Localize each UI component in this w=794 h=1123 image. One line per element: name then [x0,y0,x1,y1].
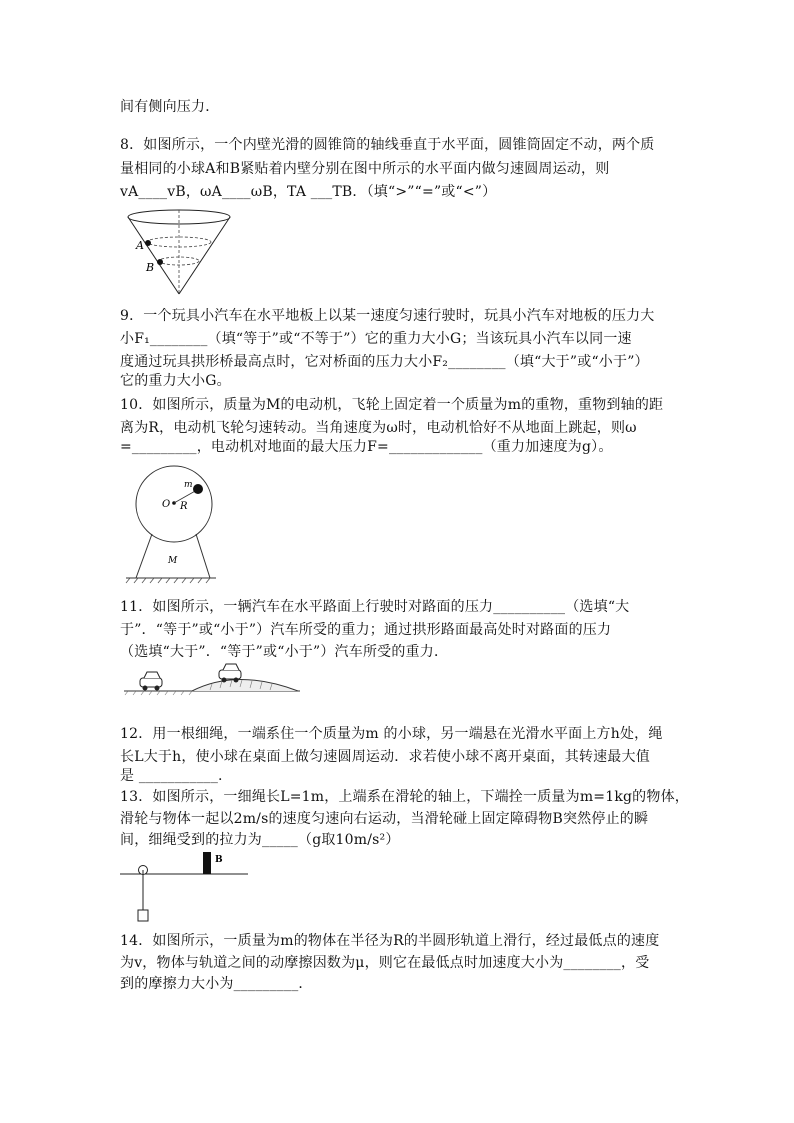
label-b: B [146,261,155,274]
cone-figure [124,208,234,298]
ball-a [145,240,151,246]
question-14-line-3: 到的摩擦力大小为_________． [120,976,313,992]
text-line: 间有侧向压力． [120,99,220,115]
mass-m [193,484,203,494]
question-9-line-3: 度通过玩具拱形桥最高点时，它对桥面的压力大小F₂________（填“大于”或“小于”） [120,354,649,370]
car-flat [140,672,162,691]
question-13-line-1: 13．如图所示，一细绳长L=1m，上端系在滑轮的轴上，下端拴一质量为m=1kg的物体， [120,789,689,805]
question-11-line-3: （选填“大于”．“等于”或“小于”）汽车所受的重力． [120,644,449,660]
question-9-line-1: 9．一个玩具小汽车在水平地板上以某一速度匀速行驶时，玩具小汽车对地板的压力大 [120,308,655,324]
label-b: B [215,855,223,865]
question-10-line-2: 离为R，电动机飞轮匀速转动。当角速度为ω时，电动机恰好不从地面上跳起，则ω [120,420,637,436]
question-10-line-3: =_________，电动机对地面的最大压力F=_____________（重力加速度为g）。 [120,439,613,455]
label-r: R [180,501,188,512]
pulley-figure [118,850,253,925]
question-12-line-2: 长L大于h，使小球在桌面上做匀速圆周运动．求若使小球不离开桌面，其转速最大值 [120,749,650,765]
road-cars-figure [122,660,302,696]
question-11-line-2: 于”．“等于”或“小于”）汽车所受的重力；通过拱形路面最高处时对路面的压力 [120,622,612,638]
question-8-line-2: 量相同的小球A和B紧贴着内壁分别在图中所示的水平面内做匀速圆周运动，则 [120,161,610,177]
label-o: O [162,499,171,510]
question-13-line-2: 滑轮与物体一起以2m/s的速度匀速向右运动，当滑轮碰上固定障碍物B突然停止的瞬 [120,811,649,827]
question-8-line-3: vA____vB，ωA____ωB，TA ___TB．（填“>”“=”或“<”） [120,184,497,200]
question-11-line-1: 11．如图所示，一辆汽车在水平路面上行驶时对路面的压力__________（选填“大 [120,599,630,615]
question-14-line-1: 14．如图所示，一质量为m的物体在半径为R的半圆形轨道上滑行，经过最低点的速度 [120,933,660,949]
question-13-line-3: 间，细绳受到的拉力为_____（g取10m/s²） [120,832,400,848]
label-big-m: M [168,556,178,566]
question-9-line-2: 小F₁________（填“等于”或“不等于”）它的重力大小G；当该玩具小汽车以同一速 [120,331,632,347]
question-9-line-4: 它的重力大小G。 [120,373,231,389]
question-12-line-3: 是 ___________. [120,768,223,784]
obstacle-b [203,852,211,874]
motor-figure [124,462,239,584]
question-8-line-1: 8．如图所示，一个内壁光滑的圆锥筒的轴线垂直于水平面，圆锥筒固定不动，两个质 [120,137,655,153]
label-m: m [184,480,193,490]
question-10-line-1: 10．如图所示，质量为M的电动机，飞轮上固定着一个质量为m的重物，重物到轴的距 [120,397,664,413]
question-14-line-2: 为v，物体与轨道之间的动摩擦因数为μ，则它在最低点时加速度大小为________，受 [120,955,650,971]
ball-b [157,259,163,265]
label-a: A [136,239,144,252]
question-12-line-1: 12．用一根细绳，一端系住一个质量为m 的小球，另一端悬在光滑水平面上方h处，绳 [120,726,663,742]
hanging-block [138,910,148,921]
